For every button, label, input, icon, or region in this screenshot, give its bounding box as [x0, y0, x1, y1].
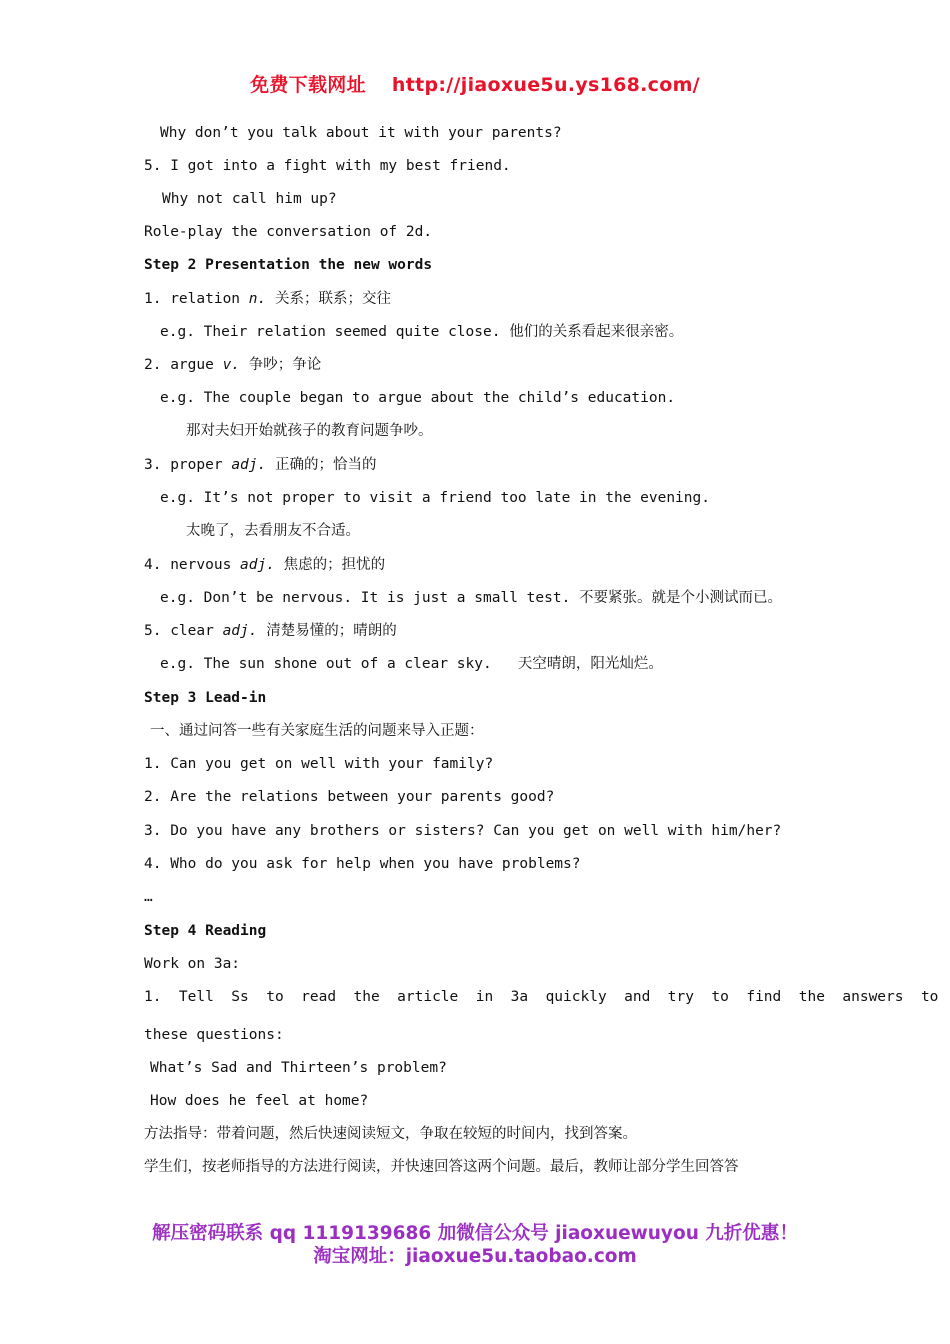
- question-item: How does he feel at home?: [150, 1093, 369, 1109]
- vocab-item: 3. proper adj. 正确的；恰当的: [144, 457, 377, 473]
- header-label: 免费下载网址: [250, 74, 366, 96]
- example-sentence: e.g. It’s not proper to visit a friend too late in the evening.: [160, 490, 710, 506]
- text-line: 方法指导：带着问题，然后快速阅读短文，争取在较短的时间内，找到答案。: [144, 1126, 637, 1142]
- example-sentence: e.g. The sun shone out of a clear sky. 天空晴朗，阳光灿烂。: [160, 656, 663, 672]
- footer-contact: 解压密码联系 qq 1119139686 加微信公众号 jiaoxuewuyou 九折优惠！: [152, 1223, 798, 1244]
- text-line: 1. Tell Ss to read the article in 3a quickly and try to find the answers to: [144, 989, 939, 1005]
- footer-shop-link[interactable]: 淘宝网址：jiaoxue5u.taobao.com: [313, 1246, 637, 1267]
- section-heading: Step 4 Reading: [144, 923, 267, 939]
- text-line: Work on 3a:: [144, 956, 241, 972]
- question-item: 3. Do you have any brothers or sisters? Can you get on well with him/her?: [144, 823, 782, 839]
- header-url-link[interactable]: http://jiaoxue5u.ys168.com/: [391, 74, 700, 96]
- text-line: 一、通过问答一些有关家庭生活的问题来导入正题：: [150, 723, 484, 739]
- text-line: Why don’t you talk about it with your parents?: [160, 125, 562, 141]
- question-item: What’s Sad and Thirteen’s problem?: [150, 1060, 447, 1076]
- text-line: 学生们，按老师指导的方法进行阅读，并快速回答这两个问题。最后，教师让部分学生回答答: [144, 1159, 739, 1175]
- section-heading: Step 3 Lead-in: [144, 690, 267, 706]
- question-item: 1. Can you get on well with your family?: [144, 756, 494, 772]
- question-item: 4. Who do you ask for help when you have problems?: [144, 856, 581, 872]
- example-translation: 太晚了，去看朋友不合适。: [186, 523, 360, 539]
- example-sentence: e.g. Don’t be nervous. It is just a small test. 不要紧张。就是个小测试而已。: [160, 590, 783, 606]
- example-translation: 那对夫妇开始就孩子的教育问题争吵。: [186, 423, 433, 439]
- vocab-item: 4. nervous adj. 焦虑的；担忧的: [144, 557, 386, 573]
- example-sentence: e.g. Their relation seemed quite close. 他们的关系看起来很亲密。: [160, 324, 684, 340]
- text-line: 5. I got into a fight with my best friend.: [144, 158, 511, 174]
- text-line: Role-play the conversation of 2d.: [144, 224, 433, 240]
- vocab-item: 5. clear adj. 清楚易懂的；晴朗的: [144, 623, 397, 639]
- ellipsis: …: [144, 889, 153, 905]
- section-heading: Step 2 Presentation the new words: [144, 257, 433, 273]
- example-sentence: e.g. The couple began to argue about the child’s education.: [160, 390, 676, 406]
- text-line: these questions:: [144, 1027, 284, 1043]
- question-item: 2. Are the relations between your parents good?: [144, 789, 555, 805]
- download-site-header: [0, 70, 950, 97]
- text-line: Why not call him up?: [162, 191, 337, 207]
- vocab-item: 1. relation n. 关系；联系；交往: [144, 291, 391, 307]
- vocab-item: 2. argue v. 争吵；争论: [144, 357, 322, 373]
